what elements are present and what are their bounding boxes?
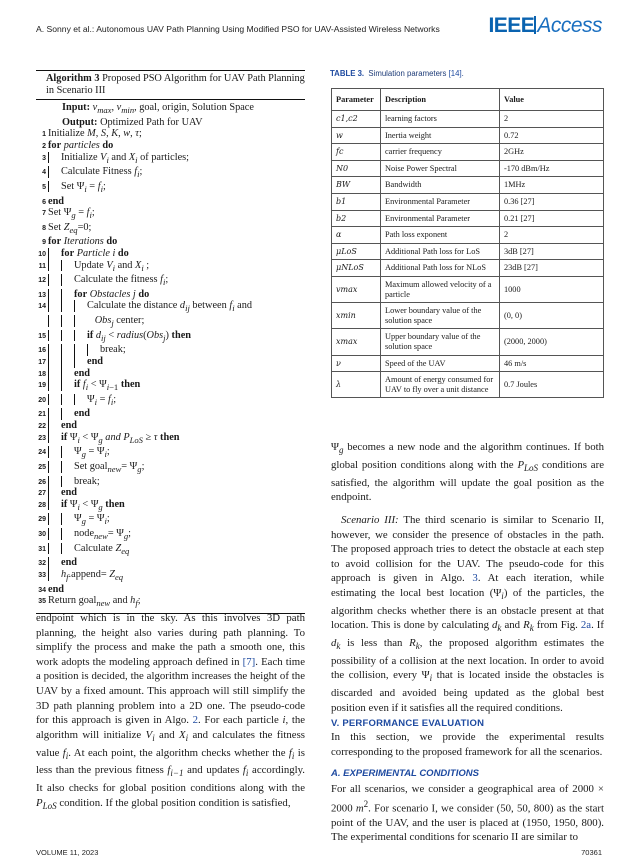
param-cell: b2 — [332, 210, 381, 227]
fig-2a-link[interactable]: 2a — [580, 619, 592, 632]
value-cell: 1MHz — [500, 177, 604, 194]
param-cell: fc — [332, 144, 381, 161]
algo-line: 31 Calculate $Z_{eq}$ — [38, 542, 130, 556]
algo-line: 21 end — [38, 408, 91, 420]
table-row — [332, 144, 604, 161]
section-heading: V. PERFORMANCE EVALUATION — [331, 718, 485, 729]
description-cell: Environmental Parameter — [381, 210, 500, 227]
value-cell: 0.36 [27] — [500, 193, 604, 210]
description-cell: Noise Power Spectral — [381, 160, 500, 177]
algo-line: 17 end — [38, 355, 104, 367]
description-cell: carrier frequency — [381, 144, 500, 161]
table-row — [332, 355, 604, 372]
algo-line: 12 Calculate the fitness $f_i$; — [38, 274, 169, 288]
description-cell: Bandwidth — [381, 177, 500, 194]
paragraph-section-v: In this section, we provide the experimental results corresponding to the proposed framework for all the scenarios. — [331, 731, 604, 758]
logo-divider-icon — [534, 16, 536, 34]
table-header: Value — [500, 89, 604, 111]
algo-line: 10 for Particle i do — [38, 248, 129, 259]
value-cell: 1000 — [500, 276, 604, 302]
algo-line: 3 Initialize $V_i$ and $X_i$ of particles; — [42, 151, 190, 165]
value-cell: 2 — [500, 111, 604, 128]
algo-line: 16 break; — [38, 344, 126, 356]
paragraph-experimental: For all scenarios, we consider a geographical area of 2000 × 2000 $m^2$. For scenario I, we consider (50, 50, 800) as the start point of the UAV, and the user is placed at (1950, 1950, 800). The experimental conditions for scenario II are similar to — [331, 783, 604, 844]
footer-volume: VOLUME 11, 2023 — [36, 848, 99, 857]
value-cell: 0.7 Joules — [500, 372, 604, 398]
simulation-parameters-table — [331, 88, 604, 398]
algo-line: 22 end — [38, 420, 78, 432]
description-cell: Upper boundary value of the solution space — [381, 329, 500, 355]
description-cell: Environmental Parameter — [381, 193, 500, 210]
algo-line: 15 if $d_{ij}$ < radius(Obs$_j$) then — [38, 329, 191, 343]
description-cell: Additional Path loss for NLoS — [381, 260, 500, 277]
value-cell: 3dB [27] — [500, 243, 604, 260]
paragraph-psi-g: $\Psi_g$ becomes a new node and the algorithm continues. If both global position conditions along with the $P_{LoS}$ conditions are satisfied, the algorithm will update the goal position as the endpoint. — [331, 441, 604, 504]
table-header: Description — [381, 89, 500, 111]
value-cell: (2000, 2000) — [500, 329, 604, 355]
table-header-row — [332, 89, 604, 111]
algo-line: 13 for Obstacles j do — [38, 288, 150, 300]
ref-7-link[interactable]: [7] — [242, 655, 256, 668]
value-cell: 46 m/s — [500, 355, 604, 372]
table-header: Parameter — [332, 89, 381, 111]
param-cell: c1,c2 — [332, 111, 381, 128]
paragraph-scenario-iii: Scenario III: The third scenario is similar to Scenario II, however, we consider the presence of obstacles in the path. The proposed approach tries to detect the obstacle at each step to avoid collision for the UAV. The pseudo-code for this approach is given in Algo. 3. At each iteration, while estimating the local best location $(\Psi_i)$ of the particles, the algorithm checks whether there is an obstacle present at that location. This is done by calculating $d_k$ and $R_k$ from Fig. 2a. If $d_k$ is less than $R_k$, the proposed algorithm estimates the possibility of a collision at the next location. In order to avoid the collision, every $\Psi_i$ that is located inside the obstacles is discarded and avoided being updated as the global best position even if it satisfies all the required conditions. — [331, 514, 604, 714]
param-cell: xmin — [332, 303, 381, 329]
param-cell: b1 — [332, 193, 381, 210]
algo-line: 6 end — [42, 195, 65, 207]
table-row — [332, 243, 604, 260]
algo-line: 4 Calculate Fitness $f_i$; — [42, 166, 143, 180]
value-cell: 0.72 — [500, 127, 604, 144]
subsection-heading: A. EXPERIMENTAL CONDITIONS — [331, 768, 479, 779]
algo-line: 25 Set goal$_{new}$= $\Psi_g$; — [38, 460, 145, 474]
algo-line: 34 end — [38, 583, 65, 595]
description-cell: Amount of energy consumed for UAV to fly over a unit distance — [381, 372, 500, 398]
algo-line: 2 for particles do — [42, 140, 114, 152]
algo-line: 5 Set $\Psi_i = f_i$; — [42, 180, 106, 194]
table-row — [332, 210, 604, 227]
algo-2-link[interactable]: 2 — [192, 714, 199, 727]
algo-3-link[interactable]: 3 — [472, 572, 478, 585]
value-cell: (0, 0) — [500, 303, 604, 329]
algo-line: 1 Initialize M, S, K, w, τ; — [42, 128, 142, 140]
description-cell: learning factors — [381, 111, 500, 128]
table-row — [332, 111, 604, 128]
table-row — [332, 193, 604, 210]
value-cell: 2GHz — [500, 144, 604, 161]
algo-line: 24 $\Psi_g = \Psi_i$; — [38, 446, 110, 460]
table-row — [332, 160, 604, 177]
footer-page-number: 70361 — [581, 848, 602, 857]
algo-line: 35 Return goal$_{new}$ and $h_f$; — [38, 595, 141, 609]
algo-line: 11 Update $V_i$ and $X_i$ ; — [38, 259, 150, 273]
algo-line: 28 if $\Psi_i < \Psi_g$ then — [38, 498, 125, 512]
table-caption: TABLE 3. Simulation parameters [14]. — [330, 69, 464, 78]
param-cell: BW — [332, 177, 381, 194]
algo-line: 20 $\Psi_i = f_i$; — [38, 393, 117, 407]
description-cell: Speed of the UAV — [381, 355, 500, 372]
value-cell: 2 — [500, 227, 604, 244]
table-row — [332, 260, 604, 277]
algo-line: 9 for Iterations do — [42, 236, 118, 248]
description-cell: Additional Path loss for LoS — [381, 243, 500, 260]
running-title: A. Sonny et al.: Autonomous UAV Path Planning Using Modified PSO for UAV-Assisted Wireless Networks — [36, 24, 440, 34]
algo-line: 29 $\Psi_g = \Psi_i$; — [38, 513, 110, 527]
description-cell: Inertia weight — [381, 127, 500, 144]
table-row — [332, 372, 604, 398]
algo-line: 18 end — [38, 367, 91, 379]
algo-line: 8 Set $Z_{eq}=0$; — [42, 221, 92, 235]
paragraph-left: endpoint which is in the sky. As this involves 3D path planning, the height also varies during path planning. To simplify the process and make the path a smooth one, this work adopts the modeling approach defined in [7]. Each time a position is decided, the algorithm increases the height of the UAV by a fixed amount. This approach will still simplify the 3D path planning problem into a 2D one. The pseudo-code for this approach is given in Algo. 2. For each particle i, the algorithm will initialize $V_i$ and $X_i$ and calculates the fitness value $f_i$. At each point, the algorithm checks whether the $f_i$ is less than the previous fitness $f_{i-1}$ and updates $f_i$ accordingly. It also checks for global position conditions along with the $P_{LoS}$ condition. If the global position condition is satisfied, — [36, 612, 306, 811]
algorithm-body: Input: $v_{max}$, $v_{min}$, goal, origin, Solution Space Output: Optimized Path for UAV 1 Initialize M, S, K, w, τ; 2 for particles do 3 Initialize $V_i$ and $X_i$ of particles; 4 Calculate Fitness $f_i$; 5 Set $\Psi_i = f_i$; 6 end 7 Set $\Psi_g = f_i$; 8 Set $Z_{eq}=0$; 9 for Iterations do 10 for Particle i do 11 Update $V_i$ and $X_i$ ; 12 Calculate the fitness $f_i$; 13 for Obstacles j do 14 Calculate the distance $d_{ij}$ between $f_i$ and Obs$_j$ center; 15 if $d_{ij}$ < radius(Obs$_j$) then 16 break; 17 end 18 end 19 if $f_i < \Psi_{i-1}$ then 20 $\Psi_i = f_i$; 21 end 22 end 23 if $\Psi_i < \Psi_g$ and $P_{LoS} \ge \tau$ then 24 $\Psi_g = \Psi_i$; 25 Set goal$_{new}$= $\Psi_g$; 26 break; 27 end 28 if $\Psi_i < \Psi_g$ then 29 $\Psi_g = \Psi_i$; 30 node$_{new}$= $\Psi_g$; 31 Calculate $Z_{eq}$ 32 end 33 $h_f.append= Z_{eq}$ 34 end 35 Return goal$_{new}$ and $h_f$; — [36, 99, 305, 614]
algo-line: 30 node$_{new}$= $\Psi_g$; — [38, 528, 131, 542]
value-cell: -170 dBm/Hz — [500, 160, 604, 177]
param-cell: N0 — [332, 160, 381, 177]
param-cell: ν — [332, 355, 381, 372]
ieee-access-logo: IEEE Access — [488, 14, 602, 37]
param-cell: vmax — [332, 276, 381, 302]
algo-line: 26 break; — [38, 475, 100, 487]
param-cell: w — [332, 127, 381, 144]
param-cell: λ — [332, 372, 381, 398]
algo-line: 33 $h_f.append= Z_{eq}$ — [38, 568, 124, 582]
algo-line: 27 end — [38, 487, 78, 499]
table-row — [332, 127, 604, 144]
algorithm-title: Algorithm 3 Proposed PSO Algorithm for UAV Path Planning in Scenario III — [46, 73, 305, 96]
description-cell: Maximum allowed velocity of a particle — [381, 276, 500, 302]
table-row — [332, 329, 604, 355]
table-row — [332, 276, 604, 302]
table-row — [332, 177, 604, 194]
algo-line: 14 Calculate the distance $d_{ij}$ between $f_i$ and — [38, 300, 253, 314]
algorithm-3-box — [36, 70, 305, 614]
param-cell: μLoS — [332, 243, 381, 260]
param-cell: xmax — [332, 329, 381, 355]
table-row — [332, 227, 604, 244]
algo-line: 7 Set $\Psi_g = f_i$; — [42, 207, 95, 221]
param-cell: α — [332, 227, 381, 244]
table-row — [332, 303, 604, 329]
algo-line: 19 if $f_i < \Psi_{i-1}$ then — [38, 379, 141, 393]
param-cell: μNLoS — [332, 260, 381, 277]
value-cell: 0.21 [27] — [500, 210, 604, 227]
algo-line: 32 end — [38, 557, 78, 569]
description-cell: Lower boundary value of the solution space — [381, 303, 500, 329]
value-cell: 23dB [27] — [500, 260, 604, 277]
description-cell: Path loss exponent — [381, 227, 500, 244]
algo-line: 23 if $\Psi_i < \Psi_g$ and $P_{LoS} \ge \tau$ then — [38, 431, 180, 445]
